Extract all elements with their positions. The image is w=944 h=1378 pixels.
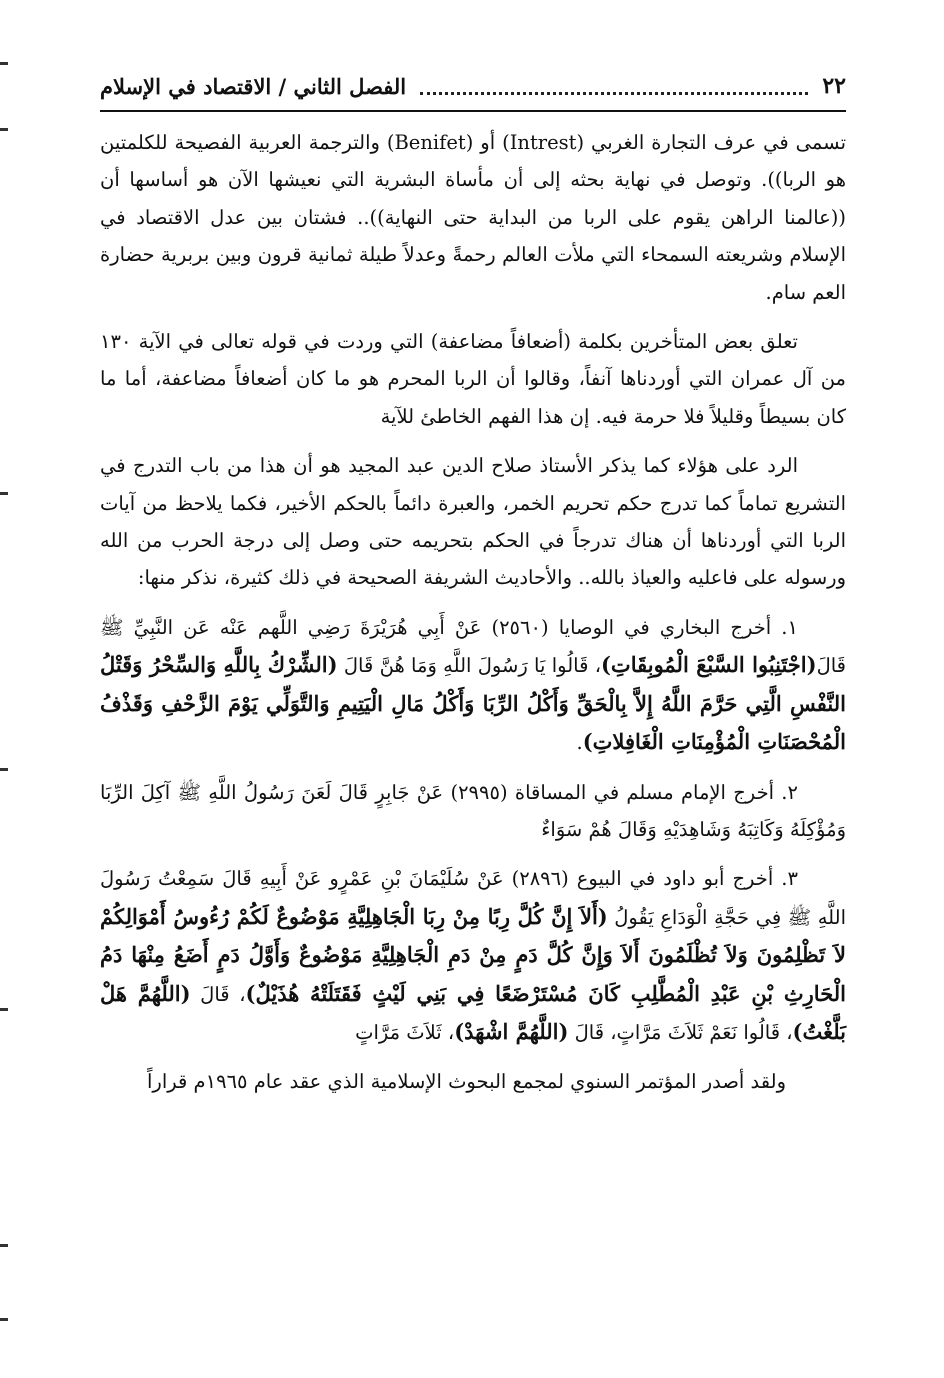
header-rule	[100, 110, 846, 112]
book-page	[100, 60, 846, 1360]
paragraph-riba-definition: تسمى في عرف التجارة الغربي (Intrest) أو (Benifet) والترجمة العربية الفصيحة للكلمتين هو الربا)). وتوصل في نهاية بحثه إلى أن مأساة البشرية التي نعيشها الآن هو أساسها أن ((عالمنا الراهن يقوم على الربا من البداية حتى النهاية)).. فشتان بين عدل الاقتصاد في الإسلام وشريعته السمحاء التي ملأت العالم رحمةً وعدلاً طيلة ثمانية قرون وبين بربرية حضارة العم سام.	[100, 131, 846, 304]
header-dotted-leader	[420, 90, 808, 95]
hadith-abu-dawud	[100, 860, 846, 1051]
scan-margin-mark	[0, 492, 8, 495]
hadith-abu-dawud-quote-2: (اللَّهُمَّ هَلْ بَلَّغْتُ)	[100, 980, 846, 1044]
chapter-title: الفصل الثاني / الاقتصاد في الإسلام	[100, 73, 407, 99]
hadith-bukhari-middle: ، قَالُوا يَا رَسُولَ اللَّهِ وَمَا هُنَّ قَالَ	[343, 654, 601, 678]
hadith-bukhari-quote-2: (الشِّرْكُ بِاللَّهِ وَالسِّحْرُ وَقَتْلُ النَّفْسِ الَّتِي حَرَّمَ اللَّهُ إِلاَّ بِالْحَقِّ وَأَكْلُ الرِّبَا وَأَكْلُ مَالِ الْيَتِيمِ وَالتَّوَلِّي يَوْمَ الزَّحْفِ وَقَذْفُ الْمُحْصَنَاتِ الْمُؤْمِنَاتِ الْغَافِلاتِ)	[100, 652, 846, 755]
page-body	[100, 124, 846, 1101]
hadith-abu-dawud-quote-1: (أَلاَ إِنَّ كُلَّ رِبًا مِنْ رِبَا الْجَاهِلِيَّةِ مَوْضُوعٌ لَكُمْ رُءُوسُ أَمْوَالِكُمْ لاَ تَظْلِمُونَ وَلاَ تُظْلَمُونَ أَلاَ وَإِنَّ كُلَّ دَمٍ مِنْ دَمِ الْجَاهِلِيَّةِ مَوْضُوعٌ وَأَوَّلُ دَمٍ أَضَعُ مِنْهَا دَمُ الْحَارِثِ بْنِ عَبْدِ الْمُطَّلِبِ كَانَ مُسْتَرْضَعًا فِي بَنِي لَيْثٍ فَقَتَلَتْهُ هُذَيْلٌ)	[100, 903, 846, 1006]
hadith-abu-dawud-ending: ، ثَلاَثَ مَرَّاتٍ	[355, 1020, 455, 1044]
page-number: ٢٢	[822, 73, 846, 99]
hadith-bukhari-quote-1: (اجْتَنِبُوا السَّبْعَ الْمُوبِقَاتِ)	[601, 652, 817, 678]
hadith-muslim: ٢. أخرج الإمام مسلم في المساقاة (٢٩٩٥) عَنْ جَابِرٍ قَالَ لَعَنَ رَسُولُ اللَّهِ ﷺ آكِلَ الرِّبَا وَمُؤْكِلَهُ وَكَاتِبَهُ وَشَاهِدَيْهِ وَقَالَ هُمْ سَوَاءٌ	[100, 780, 846, 841]
hadith-abu-dawud-middle: ، قَالَ	[200, 982, 246, 1006]
scan-margin-mark	[0, 62, 8, 65]
scan-margin-mark	[0, 768, 8, 771]
scan-margin-mark	[0, 1244, 8, 1247]
hadith-abu-dawud-middle-2: ، قَالُوا نَعَمْ ثَلاَثَ مَرَّاتٍ، قَالَ	[574, 1020, 793, 1044]
hadith-abu-dawud-quote-3: (اللَّهُمَّ اشْهَدْ)	[454, 1018, 569, 1044]
scan-margin-mark	[0, 1008, 8, 1011]
scan-margin-mark	[0, 128, 8, 131]
paragraph-conference-decision: ولقد أصدر المؤتمر السنوي لمجمع البحوث الإسلامية الذي عقد عام ١٩٦٥م قراراً	[147, 1070, 786, 1094]
hadith-bukhari-ending: .	[576, 731, 583, 755]
running-header	[100, 66, 846, 106]
scan-margin-mark	[0, 1318, 8, 1321]
paragraph-refutation: الرد على هؤلاء كما يذكر الأستاذ صلاح الدين عبد المجيد هو أن هذا من باب التدرج في التشريع تماماً كما تدرج حكم تحريم الخمر، والعبرة دائماً بالحكم الأخير، فكما يلاحظ من آيات الربا التي أوردناها أن هناك تدرجاً في الحكم بتحريمه حتى وصل إلى درجة الحرب من الله ورسوله على فاعليه والعياذ بالله.. والأحاديث الشريفة الصحيحة في ذلك كثيرة، نذكر منها:	[100, 454, 846, 590]
hadith-abu-dawud-intro: ٣. أخرج أبو داود في البيوع (٢٨٩٦) عَنْ سُلَيْمَانَ بْنِ عَمْرٍو عَنْ أَبِيهِ قَالَ سَمِعْتُ رَسُولَ اللَّهِ ﷺ فِي حَجَّةِ الْوَدَاعِ يَقُولُ	[100, 867, 846, 929]
paragraph-multiplied-interpretation: تعلق بعض المتأخرين بكلمة (أضعافاً مضاعفة) التي وردت في قوله تعالى في الآية ١٣٠ من آل عمران التي أوردناها آنفاً، وقالوا أن الربا المحرم هو ما كان أضعافاً مضاعفة، أما ما كان بسيطاً وقليلاً فلا حرمة فيه. إن هذا الفهم الخاطئ للآية	[100, 330, 846, 428]
hadith-bukhari-intro: ١. أخرج البخاري في الوصايا (٢٥٦٠) عَنْ أَبِي هُرَيْرَةَ رَضِي اللَّهم عَنْه عَن النَّبِيِّ ﷺ قَالَ	[100, 615, 846, 678]
hadith-bukhari	[100, 609, 846, 762]
